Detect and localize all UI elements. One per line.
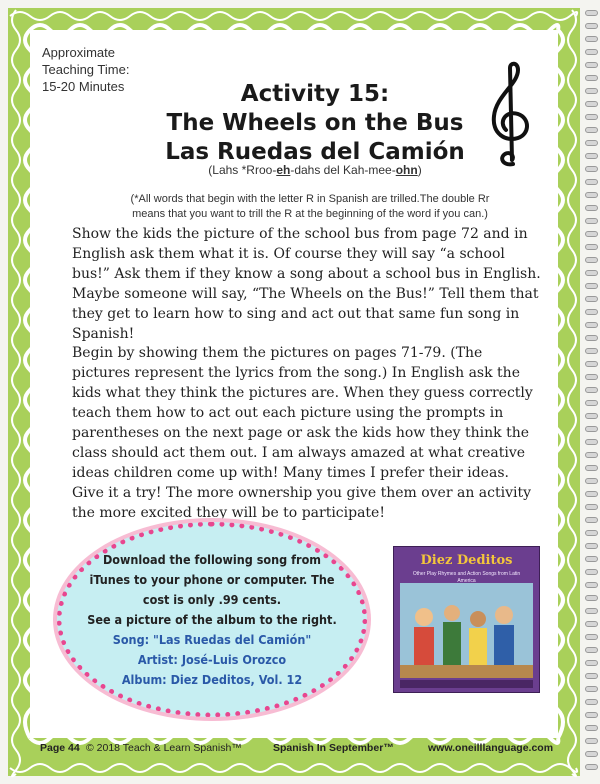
spiral-coil (585, 153, 598, 159)
download-line: cost is only .99 cents. (142, 592, 282, 607)
album-cover-subtitle: Other Play Rhymes and Action Songs from Latin America (412, 571, 521, 584)
trill-note-line: means that you want to trill the R at the beginning of the word if you can.) (132, 208, 488, 220)
spiral-coil (585, 582, 598, 588)
album-cover-title: Diez Deditos (420, 553, 513, 568)
spiral-coil (585, 764, 598, 770)
spiral-coil (585, 114, 598, 120)
artist-name: Artist: José-Luis Orozco (137, 652, 287, 667)
spiral-coil (585, 556, 598, 562)
spiral-coil (585, 725, 598, 731)
spiral-coil (585, 530, 598, 536)
spiral-coil (585, 452, 598, 458)
spiral-coil (585, 179, 598, 185)
pron-stress: ohn (395, 163, 418, 177)
spiral-coil (585, 36, 598, 42)
spiral-coil (585, 647, 598, 653)
spiral-coil (585, 660, 598, 666)
spiral-coil (585, 296, 598, 302)
activity-title-spanish: Las Ruedas del Camión (165, 139, 465, 165)
spiral-binding (586, 10, 600, 780)
spiral-coil (585, 478, 598, 484)
spiral-coil (585, 23, 598, 29)
spiral-coil (585, 673, 598, 679)
spiral-coil (585, 465, 598, 471)
spiral-coil (585, 244, 598, 250)
instructions-paragraph-1: Show the kids the picture of the school bus from page 72 and in English ask them what it is. Of course they will say “a school bus!” Ask them if they know a song about a school bus in English. Maybe someone will say, “The Wheels on the Bus!” Tell them that they get to learn how to sing and act out that same fun song in Spanish! (72, 226, 541, 342)
song-name: Song: "Las Ruedas del Camión" (112, 632, 312, 647)
spiral-coil (585, 621, 598, 627)
activity-title-english: The Wheels on the Bus (166, 110, 464, 136)
spiral-coil (585, 595, 598, 601)
activity-number: Activity 15: (240, 81, 390, 107)
spiral-coil (585, 283, 598, 289)
copyright: © 2018 Teach & Learn Spanish™ (86, 742, 242, 754)
spiral-coil (585, 504, 598, 510)
spiral-coil (585, 322, 598, 328)
spiral-coil (585, 166, 598, 172)
spiral-coil (585, 712, 598, 718)
spiral-coil (585, 335, 598, 341)
instructions-paragraph-2: Begin by showing them the pictures on pages 71-79. (The pictures represent the lyrics from the song.) In English ask the kids what they think the pictures are. When they guess correctly teach them how to act out each picture using the prompts in parentheses on the next page or ask the kids how they think the class should act them out. I am always amazed at what creative ideas children come up with! Many times I prefer their ideas. Give it a try! The more ownership you give them over an activity the more excited they will be to participate! (72, 345, 533, 521)
pron-part: (Lahs *Rroo- (208, 163, 277, 177)
spiral-coil (585, 231, 598, 237)
spiral-coil (585, 608, 598, 614)
spiral-coil (585, 387, 598, 393)
spiral-coil (585, 101, 598, 107)
download-line: See a picture of the album to the right. (87, 612, 337, 627)
trill-note (110, 192, 510, 222)
spiral-coil (585, 439, 598, 445)
teaching-time-duration: 15-20 Minutes (42, 79, 125, 94)
album-name: Album: Diez Deditos, Vol. 12 (121, 672, 303, 687)
spiral-coil (585, 374, 598, 380)
pron-part: -dahs del Kah-mee- (290, 163, 396, 177)
spiral-coil (585, 75, 598, 81)
website-link[interactable]: www.oneilllanguage.com (428, 742, 554, 754)
spiral-coil (585, 361, 598, 367)
spiral-coil (585, 192, 598, 198)
spiral-coil (585, 426, 598, 432)
spiral-coil (585, 10, 598, 16)
spiral-coil (585, 569, 598, 575)
pron-stress: eh (276, 163, 291, 177)
spiral-coil (585, 491, 598, 497)
download-callout-text (82, 550, 342, 690)
series-name: Spanish In September™ (273, 742, 394, 754)
spiral-coil (585, 127, 598, 133)
spiral-coil (585, 413, 598, 419)
spiral-coil (585, 62, 598, 68)
spiral-coil (585, 257, 598, 263)
spiral-coil (585, 543, 598, 549)
page-number: Page 44 (40, 742, 80, 754)
spiral-coil (585, 751, 598, 757)
spiral-coil (585, 348, 598, 354)
spiral-coil (585, 699, 598, 705)
treble-clef-icon (486, 60, 536, 170)
album-cover-image (393, 546, 540, 693)
spiral-coil (585, 218, 598, 224)
spiral-coil (585, 686, 598, 692)
spiral-coil (585, 140, 598, 146)
spiral-coil (585, 309, 598, 315)
spiral-coil (585, 88, 598, 94)
trill-note-line: (*All words that begin with the letter R in Spanish are trilled.The double Rr (130, 193, 490, 205)
spiral-coil (585, 270, 598, 276)
spiral-coil (585, 517, 598, 523)
spiral-coil (585, 205, 598, 211)
pron-part: ) (417, 163, 422, 177)
activity-title (150, 80, 480, 167)
spiral-coil (585, 634, 598, 640)
album-cover-art (394, 547, 539, 692)
pronunciation-guide (150, 163, 480, 177)
teaching-time-line: Teaching Time: (42, 62, 130, 77)
download-line: Download the following song from (102, 552, 322, 567)
spiral-coil (585, 738, 598, 744)
download-line: iTunes to your phone or computer. The (89, 572, 335, 587)
spiral-coil (585, 49, 598, 55)
teaching-time-line: Approximate (42, 45, 115, 60)
spiral-coil (585, 400, 598, 406)
